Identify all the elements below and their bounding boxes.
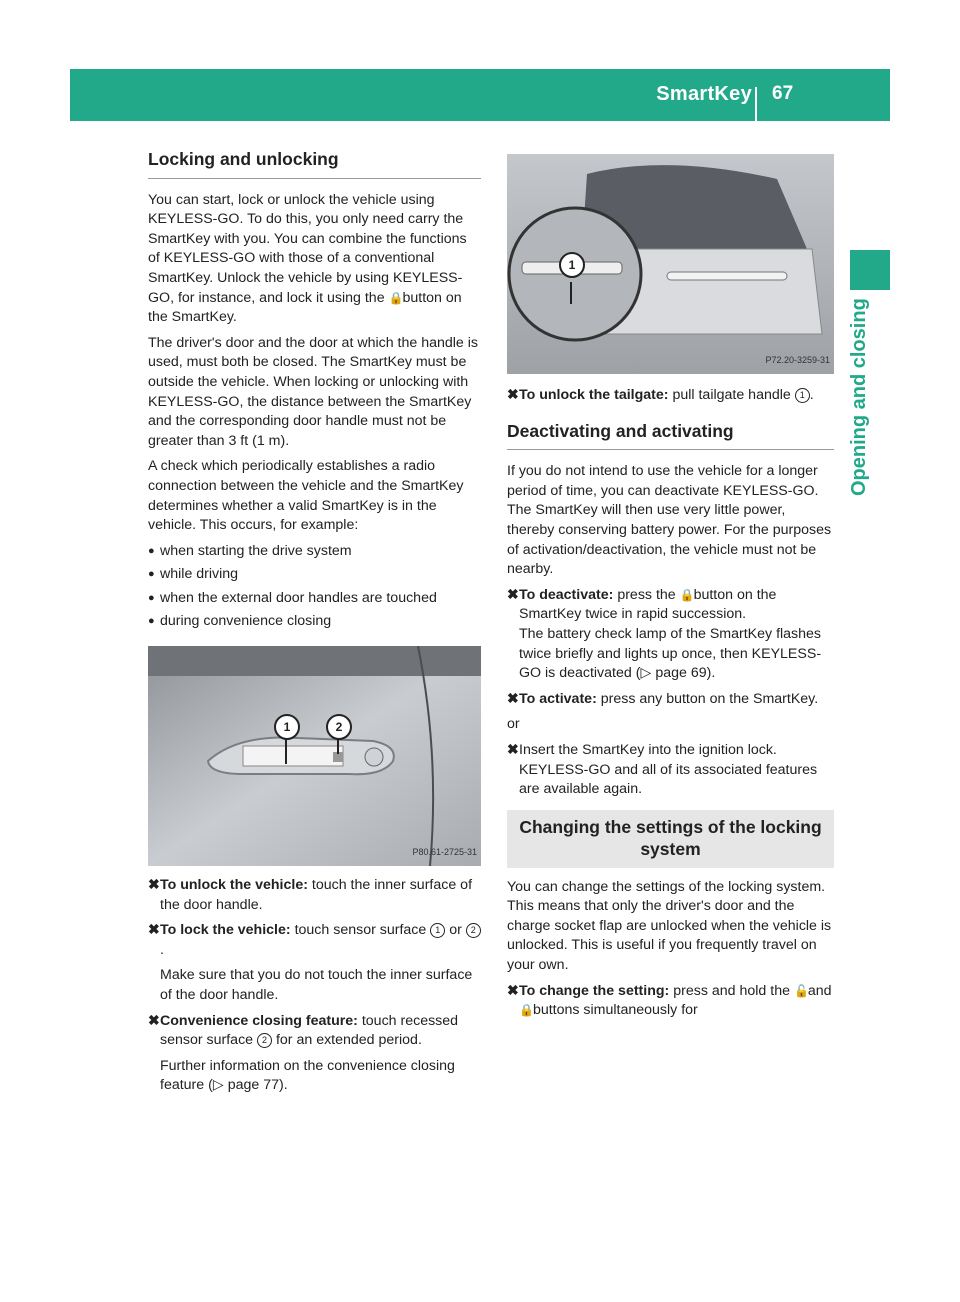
left-column — [148, 150, 481, 1102]
list-item — [148, 565, 481, 585]
step-arrow-icon: ✖ — [148, 922, 160, 939]
para1-end-text: button on the SmartKey. — [148, 289, 462, 326]
page-number: 67 — [772, 83, 794, 104]
list-item-text: while driving — [160, 566, 239, 583]
page-ref-link[interactable]: page 77). — [227, 1077, 288, 1094]
step-title: To unlock the tailgate: — [519, 387, 669, 403]
callout-2: 2 — [326, 714, 352, 740]
step-text: press and hold the — [673, 982, 790, 999]
step-lock-vehicle: ✖ To lock the vehicle: touch sensor surface 1 or 2. Make sure that you do not touch the inner surface of the door handle. — [148, 921, 481, 1005]
paragraph-doors-closed: The driver's door and the door at which the handle is used, must both be closed. The SmartKey must be outside the vehicle. When locking or unlocking with KEYLESS-GO, the distance between the SmartKey and the corresponding door handle must not be greater than 3 ft (1 m). — [148, 334, 479, 449]
list-item — [148, 589, 481, 609]
paragraph-deactivate-intro: If you do not intend to use the vehicle for a longer period of time, you can deactivate KEYLESS-GO. The SmartKey will then use very little power, thereby conserving battery power. For the purposes of activation/deactivation, the vehicle must not be nearby. — [507, 463, 832, 578]
step-text: touch sensor surface — [294, 922, 427, 939]
step-title: To deactivate: — [519, 586, 614, 603]
step-note — [519, 625, 834, 684]
step-text-end: buttons simultaneously for — [532, 1002, 698, 1019]
list-item — [148, 542, 481, 562]
step-title: To unlock the vehicle: — [160, 877, 308, 894]
section-heading-deactivating: Deactivating and activating — [507, 422, 834, 451]
header-bar — [70, 69, 890, 121]
callout-1: 1 — [274, 714, 300, 740]
side-tab-marker — [850, 250, 890, 290]
paragraph-keyless-intro — [148, 191, 481, 328]
ref-number-1: 1 — [430, 923, 445, 938]
step-note: Make sure that you do not touch the inner surface of the door handle. — [160, 967, 473, 1004]
header-divider — [755, 87, 757, 121]
list-item-text: when starting the drive system — [160, 542, 352, 559]
section-heading-locking: Locking and unlocking — [148, 150, 481, 179]
lock-icon: 🔒 — [519, 1003, 534, 1018]
paragraph-change-settings: You can change the settings of the locking system. This means that only the driver's door and the charge socket flap are unlocked when the vehicle is unlocked. This is useful if you frequently travel on your own. — [507, 878, 832, 974]
step-text: touch the inner surface of the door handle. — [160, 877, 473, 913]
and-text: and — [807, 982, 832, 999]
section-heading-changing-settings: Changing the settings of the locking system — [519, 816, 822, 859]
step-unlock-tailgate: ✖ To unlock the tailgate: pull tailgate handle 1 . — [507, 386, 834, 406]
step-note — [160, 1057, 481, 1096]
step-change-setting — [507, 982, 834, 1021]
section-box-locking-settings — [507, 810, 834, 868]
page-ref-link[interactable]: page 69). — [655, 665, 716, 682]
right-column — [507, 150, 834, 1027]
bullet-icon: ● — [148, 615, 155, 628]
step-text: press any button on the SmartKey. — [600, 690, 819, 707]
step-text: pull tailgate handle — [672, 387, 791, 403]
chapter-label: Opening and closing — [848, 298, 870, 496]
step-arrow-icon: ✖ — [507, 586, 519, 603]
lock-icon: 🔒 — [388, 290, 404, 305]
step-title: Convenience closing feature: — [160, 1012, 358, 1029]
bullet-icon: ● — [148, 568, 155, 581]
step-title: To change the setting: — [519, 982, 670, 999]
step-activate — [507, 690, 834, 710]
step-text: Insert the SmartKey into the ignition lock. KEYLESS-GO and all of its associated features are available again. — [519, 741, 818, 798]
ref-number-2: 2 — [466, 923, 481, 938]
list-item — [148, 612, 481, 632]
step-text-end: for an extended period. — [275, 1032, 422, 1049]
ref-number-2: 2 — [257, 1033, 272, 1048]
ref-number-1: 1 — [795, 388, 810, 403]
step-unlock-vehicle — [148, 876, 481, 915]
door-handle-illustration — [148, 646, 481, 866]
step-title: To activate: — [519, 690, 597, 707]
bullet-icon: ● — [148, 544, 155, 557]
tailgate-illustration — [507, 154, 834, 374]
step-or: or — [449, 922, 462, 939]
step-arrow-icon: ✖ — [507, 690, 519, 707]
door-handle-figure — [148, 646, 481, 866]
step-arrow-icon: ✖ — [507, 982, 519, 999]
page-ref-arrow-icon: ▷ — [640, 665, 652, 682]
step-arrow-icon: ✖ — [507, 387, 519, 403]
step-insert-key — [507, 741, 834, 800]
or-text: or — [507, 716, 520, 733]
step-text-end: button on the SmartKey twice in rapid succession. — [519, 586, 777, 623]
list-item-text: during convenience closing — [160, 613, 332, 630]
step-title: To lock the vehicle: — [160, 922, 291, 939]
step-arrow-icon: ✖ — [507, 741, 519, 758]
figure-code: P72.20-3259-31 — [765, 355, 830, 366]
step-arrow-icon: ✖ — [148, 877, 160, 894]
tailgate-figure — [507, 154, 834, 374]
note-text: Further information on the convenience closing feature ( — [160, 1057, 455, 1094]
step-deactivate — [507, 586, 834, 684]
step-arrow-icon: ✖ — [148, 1012, 160, 1029]
unlock-icon: 🔓 — [793, 983, 809, 998]
note-text: The battery check lamp of the SmartKey flashes twice briefly and lights up once, then KEYLESS-GO is deactivated ( — [519, 625, 822, 682]
header-title: SmartKey — [656, 83, 752, 105]
figure-code: P80.61-2725-31 — [412, 847, 477, 858]
step-text: touch recessed sensor surface — [160, 1012, 459, 1049]
para1-text: You can start, lock or unlock the vehicle using KEYLESS-GO. To do this, you only need carry the SmartKey with you. You can combine the functions of KEYLESS-GO with those of a conventional SmartKey. Unlock the vehicle by using KEYLESS-GO, for instance, and lock it using the — [148, 191, 467, 306]
callout-1: 1 — [559, 252, 585, 278]
step-text: press the — [617, 586, 676, 603]
lock-icon: 🔒 — [679, 587, 695, 602]
bullet-icon: ● — [148, 591, 155, 604]
page-ref-arrow-icon: ▷ — [212, 1077, 224, 1094]
paragraph-radio-check: A check which periodically establishes a radio connection between the vehicle and the SmartKey determines whether a valid SmartKey is in the vehicle. This occurs, for example: — [148, 458, 464, 534]
step-convenience-closing — [148, 1012, 481, 1096]
list-item-text: when the external door handles are touched — [160, 589, 437, 606]
